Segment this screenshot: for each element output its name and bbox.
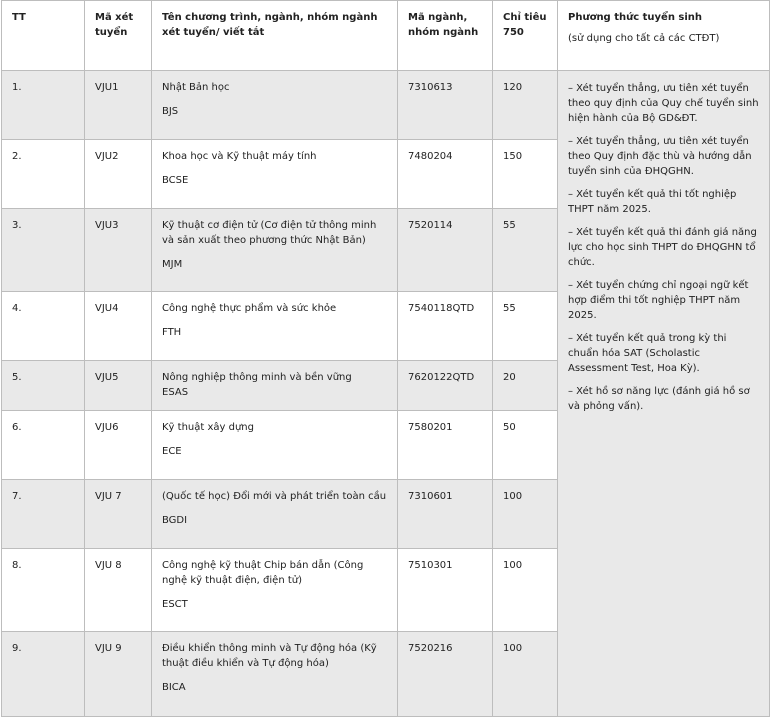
cell-code: VJU3 [85,209,152,292]
cell-quota: 55 [493,292,558,361]
cell-program [152,632,398,717]
program-abbr: MJM [162,259,183,270]
program-name: Khoa học và Kỹ thuật máy tính [162,151,317,162]
cell-tt: 8. [2,549,85,632]
program-name: Nhật Bản học [162,82,230,93]
method-item: – Xét tuyển thẳng, ưu tiên xét tuyển theo Quy định đặc thù và hướng dẫn tuyển sinh của ĐHQGHN. [568,136,752,177]
cell-major-code: 7310601 [398,480,493,549]
method-item: – Xét tuyển thẳng, ưu tiên xét tuyển theo quy định của Quy chế tuyển sinh hiện hành của Bộ GD&ĐT. [568,83,759,124]
program-abbr: ECE [162,446,182,457]
header-ma-nganh: Mã ngành, nhóm ngành [398,1,493,71]
table-row [2,71,770,140]
program-name: Nông nghiệp thông minh và bền vững [162,372,352,383]
cell-code: VJU2 [85,140,152,209]
cell-quota: 150 [493,140,558,209]
cell-program [152,292,398,361]
cell-quota: 120 [493,71,558,140]
cell-quota: 20 [493,361,558,411]
header-phuong-thuc-sub: (sử dụng cho tất cả các CTĐT) [568,33,720,44]
cell-major-code: 7520216 [398,632,493,717]
program-name: (Quốc tế học) Đổi mới và phát triển toàn cầu [162,491,387,502]
cell-quota: 50 [493,411,558,480]
cell-program [152,480,398,549]
header-chi-tieu: Chỉ tiêu 750 [493,1,558,71]
program-abbr: BCSE [162,175,189,186]
program-name: Công nghệ kỹ thuật Chip bán dẫn (Công nghệ kỹ thuật điện, điện tử) [162,560,364,586]
cell-program [152,140,398,209]
program-abbr: BICA [162,682,186,693]
admission-methods-cell [558,71,770,717]
admissions-table [1,0,770,717]
cell-program [152,411,398,480]
cell-tt: 9. [2,632,85,717]
program-abbr: ESAS [162,387,189,398]
cell-quota: 100 [493,632,558,717]
cell-major-code: 7310613 [398,71,493,140]
program-abbr: BGDI [162,515,188,526]
program-name: Kỹ thuật cơ điện tử (Cơ điện tử thông minh và sản xuất theo phương thức Nhật Bản) [162,220,377,246]
cell-major-code: 7540118QTD [398,292,493,361]
cell-code: VJU 8 [85,549,152,632]
program-name: Điều khiển thông minh và Tự động hóa (Kỹ thuật điều khiển và Tự động hóa) [162,643,377,669]
program-abbr: ESCT [162,599,188,610]
table-header-row [2,1,770,71]
cell-tt: 2. [2,140,85,209]
cell-tt: 1. [2,71,85,140]
header-ten-chuong-trinh: Tên chương trình, ngành, nhóm ngành xét tuyển/ viết tắt [152,1,398,71]
header-ma-xet-tuyen: Mã xét tuyển [85,1,152,71]
program-abbr: BJS [162,106,179,117]
cell-code: VJU 7 [85,480,152,549]
cell-tt: 7. [2,480,85,549]
cell-quota: 100 [493,480,558,549]
cell-code: VJU 9 [85,632,152,717]
cell-major-code: 7480204 [398,140,493,209]
cell-program [152,361,398,411]
cell-program [152,209,398,292]
cell-major-code: 7510301 [398,549,493,632]
program-abbr: FTH [162,327,182,338]
program-name: Kỹ thuật xây dựng [162,422,254,433]
cell-tt: 3. [2,209,85,292]
cell-code: VJU4 [85,292,152,361]
header-tt: TT [2,1,85,71]
cell-code: VJU1 [85,71,152,140]
cell-quota: 100 [493,549,558,632]
cell-program [152,71,398,140]
cell-tt: 5. [2,361,85,411]
cell-code: VJU5 [85,361,152,411]
cell-tt: 6. [2,411,85,480]
cell-quota: 55 [493,209,558,292]
method-item: – Xét tuyển chứng chỉ ngoại ngữ kết hợp điểm thi tốt nghiệp THPT năm 2025. [568,280,749,321]
cell-program [152,549,398,632]
header-phuong-thuc [558,1,770,71]
method-item: – Xét hồ sơ năng lực (đánh giá hồ sơ và phỏng vấn). [568,386,750,412]
method-item: – Xét tuyển kết quả trong kỳ thi chuẩn hóa SAT (Scholastic Assessment Test, Hoa Kỳ). [568,333,727,374]
cell-major-code: 7580201 [398,411,493,480]
cell-code: VJU6 [85,411,152,480]
method-item: – Xét tuyển kết quả thi tốt nghiệp THPT năm 2025. [568,189,737,215]
method-item: – Xét tuyển kết quả thi đánh giá năng lực cho học sinh THPT do ĐHQGHN tổ chức. [568,227,757,268]
header-phuong-thuc-title: Phương thức tuyển sinh [568,12,703,23]
cell-major-code: 7520114 [398,209,493,292]
program-name: Công nghệ thực phẩm và sức khỏe [162,303,337,314]
cell-tt: 4. [2,292,85,361]
cell-major-code: 7620122QTD [398,361,493,411]
